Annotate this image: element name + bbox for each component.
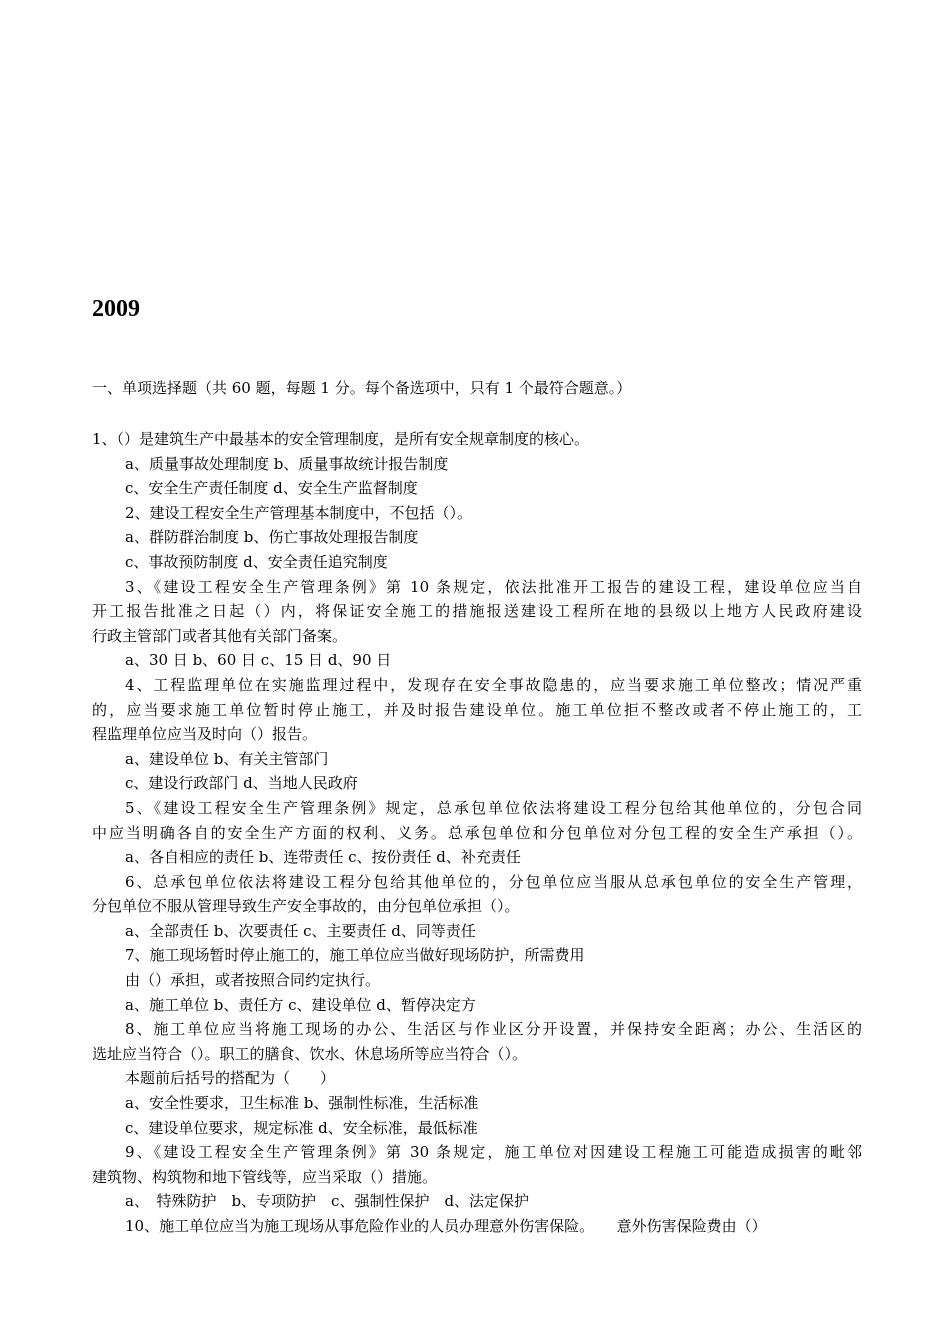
question-line: 由（）承担，或者按照合同约定执行。 [125, 971, 381, 990]
option-line: a、建设单位 b、有关主管部门 [125, 749, 329, 768]
question-line: 5、《建设工程安全生产管理条例》规定，总承包单位依法将建设工程分包给其他单位的，分包合同 [125, 798, 862, 817]
question-line: 程监理单位应当及时向（）报告。 [92, 725, 318, 744]
question-line: 分包单位不服从管理导致生产安全事故的，由分包单位承担（）。 [92, 897, 520, 916]
option-line: a、 特殊防护 b、专项防护 c、强制性保护 d、法定保护 [125, 1192, 530, 1211]
option-line: c、建设单位要求，规定标准 d、安全标准，最低标准 [125, 1118, 478, 1137]
question-line: 1、（）是建筑生产中最基本的安全管理制度，是所有安全规章制度的核心。 [92, 430, 590, 448]
question-line: 7、施工现场暂时停止施工的，施工单位应当做好现场防护，所需费用 [125, 946, 585, 965]
question-line: 8、施工单位应当将施工现场的办公、生活区与作业区分开设置，并保持安全距离；办公、生活区的 [125, 1020, 862, 1039]
option-line: a、全部责任 b、次要责任 c、主要责任 d、同等责任 [125, 921, 476, 940]
question-line: 10、施工单位应当为施工现场从事危险作业的人员办理意外伤害保险。 意外伤害保险费由（） [125, 1217, 767, 1235]
question-line: 2、建设工程安全生产管理基本制度中，不包括（）。 [125, 503, 473, 522]
option-line: c、安全生产责任制度 d、安全生产监督制度 [125, 479, 418, 498]
section-heading: 一、单项选择题（共 60 题，每题 1 分。每个备选项中，只有 1 个最符合题意。） [92, 379, 632, 397]
option-line: a、群防群治制度 b、伤亡事故处理报告制度 [125, 528, 419, 547]
option-line: a、质量事故处理制度 b、质量事故统计报告制度 [125, 454, 449, 473]
question-line: 中应当明确各自的安全生产方面的权利、义务。总承包单位和分包单位对分包工程的安全生产承担（）。 [92, 823, 862, 842]
question-line: 行政主管部门或者其他有关部门备案。 [92, 626, 348, 645]
question-line: 4、工程监理单位在实施监理过程中，发现存在安全事故隐患的，应当要求施工单位整改；情况严重 [125, 675, 862, 694]
question-line: 开工报告批准之日起（）内，将保证安全施工的措施报送建设工程所在地的县级以上地方人民政府建设 [92, 602, 862, 621]
question-line: 本题前后括号的搭配为（ ） [125, 1069, 336, 1088]
document-year-title: 2009 [92, 296, 140, 322]
question-line: 6、总承包单位依法将建设工程分包给其他单位的，分包单位应当服从总承包单位的安全生产管理， [125, 872, 862, 891]
question-line: 的，应当要求施工单位暂时停止施工，并及时报告建设单位。施工单位拒不整改或者不停止施工的，工 [92, 700, 862, 719]
question-body [92, 427, 862, 1239]
option-line: a、30 日 b、60 日 c、15 日 d、90 日 [125, 651, 392, 670]
question-line: 9、《建设工程安全生产管理条例》第 30 条规定，施工单位对因建设工程施工可能造成损害的毗邻 [125, 1143, 862, 1162]
option-line: a、各自相应的责任 b、连带责任 c、按份责任 d、补充责任 [125, 848, 521, 867]
option-line: a、施工单位 b、责任方 c、建设单位 d、暂停决定方 [125, 995, 476, 1014]
option-line: c、事故预防制度 d、安全责任追究制度 [125, 552, 388, 571]
question-line: 选址应当符合（）。职工的膳食、饮水、休息场所等应当符合（）。 [92, 1044, 528, 1063]
question-line: 建筑物、构筑物和地下管线等，应当采取（）措施。 [92, 1167, 438, 1186]
option-line: a、安全性要求，卫生标准 b、强制性标准，生活标准 [125, 1094, 479, 1113]
option-line: c、建设行政部门 d、当地人民政府 [125, 774, 358, 793]
question-line: 3、《建设工程安全生产管理条例》第 10 条规定，依法批准开工报告的建设工程，建设单位应当自 [125, 577, 862, 596]
